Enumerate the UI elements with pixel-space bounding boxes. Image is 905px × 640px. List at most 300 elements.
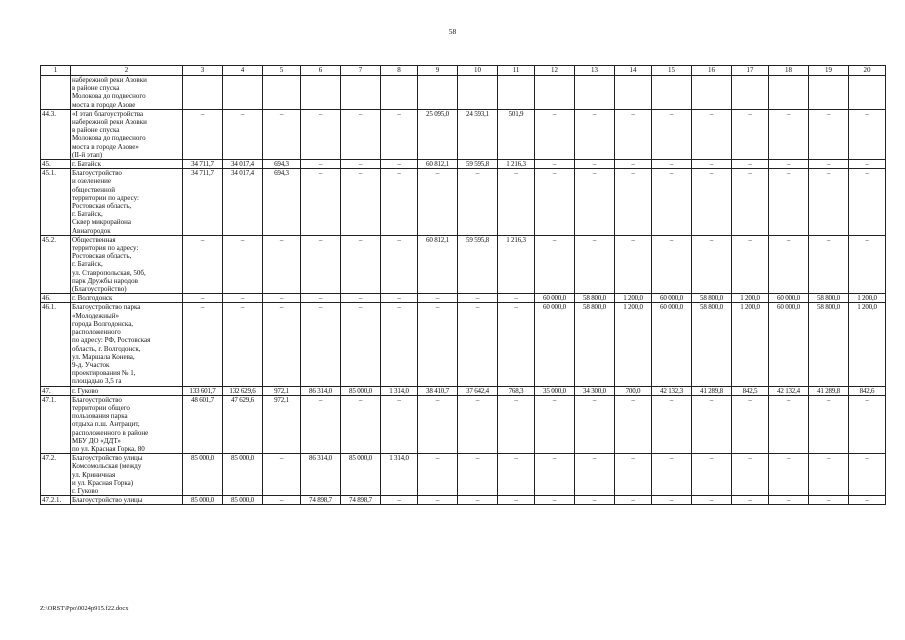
- row-name-line: территория по адресу:: [72, 244, 139, 253]
- value-cell: 86 314,0: [301, 454, 341, 496]
- value-cell: –: [769, 109, 809, 159]
- value-cell: –: [809, 454, 849, 496]
- table-row: [41, 109, 886, 159]
- row-name-line: в районе спуска: [72, 126, 120, 135]
- value-cell: –: [458, 395, 498, 453]
- value-cell: –: [223, 109, 263, 159]
- value-cell: –: [381, 169, 418, 236]
- column-header: 2: [71, 66, 183, 76]
- value-cell: –: [263, 294, 301, 303]
- value-cell: 1 200,0: [849, 294, 886, 303]
- row-name: [71, 386, 183, 395]
- row-name-line: ул. Ставропольская, 50б,: [72, 268, 146, 277]
- budget-table: [40, 65, 886, 505]
- row-name-line: Благоустройство улицы: [72, 454, 143, 463]
- value-cell: –: [652, 160, 692, 169]
- table-header: [41, 66, 886, 76]
- value-cell: –: [652, 235, 692, 293]
- value-cell: 85 000,0: [183, 496, 223, 505]
- value-cell: –: [652, 454, 692, 496]
- value-cell: –: [769, 395, 809, 453]
- value-cell: 42 132,3: [652, 386, 692, 395]
- value-cell: –: [381, 496, 418, 505]
- row-number: 47.2.1.: [41, 496, 71, 505]
- value-cell: 1 216,3: [498, 160, 535, 169]
- value-cell: 972,1: [263, 395, 301, 453]
- value-cell: –: [575, 109, 615, 159]
- value-cell: –: [809, 496, 849, 505]
- table-row: [41, 386, 886, 395]
- row-name-line: г. Гуково: [72, 386, 99, 395]
- value-cell: –: [381, 303, 418, 386]
- column-header: 11: [498, 66, 535, 76]
- row-number: 45.2.: [41, 235, 71, 293]
- value-cell: [381, 76, 418, 110]
- column-header: 4: [223, 66, 263, 76]
- value-cell: 34 711,7: [183, 169, 223, 236]
- row-name: [71, 169, 183, 236]
- value-cell: 34 017,4: [223, 169, 263, 236]
- value-cell: –: [809, 395, 849, 453]
- row-name-line: Ростовская область,: [72, 202, 132, 211]
- row-name-line: Благоустройство парка: [72, 303, 141, 312]
- row-name-line: (Благоустройство): [72, 285, 127, 294]
- value-cell: –: [498, 294, 535, 303]
- value-cell: 37 642,4: [458, 386, 498, 395]
- value-cell: 58 800,0: [809, 294, 849, 303]
- value-cell: –: [575, 496, 615, 505]
- value-cell: 58 800,0: [692, 294, 732, 303]
- row-name-line: моста в городе Азове»: [72, 142, 139, 151]
- value-cell: –: [692, 109, 732, 159]
- value-cell: –: [418, 303, 458, 386]
- value-cell: –: [769, 169, 809, 236]
- value-cell: –: [381, 395, 418, 453]
- value-cell: 42 132,4: [769, 386, 809, 395]
- value-cell: –: [263, 303, 301, 386]
- column-header: 6: [301, 66, 341, 76]
- value-cell: –: [769, 235, 809, 293]
- file-path: Z:\ORST\Ppo\0024p915.f22.docx: [40, 605, 129, 612]
- row-name: [71, 454, 183, 496]
- value-cell: 1 200,0: [615, 294, 652, 303]
- value-cell: –: [418, 294, 458, 303]
- table-row: [41, 395, 886, 453]
- value-cell: –: [809, 109, 849, 159]
- table-row: [41, 169, 886, 236]
- row-name: [71, 303, 183, 386]
- value-cell: –: [692, 496, 732, 505]
- value-cell: –: [535, 395, 575, 453]
- value-cell: –: [849, 454, 886, 496]
- value-cell: –: [652, 169, 692, 236]
- value-cell: –: [418, 496, 458, 505]
- value-cell: –: [732, 160, 769, 169]
- value-cell: 60 000,0: [652, 294, 692, 303]
- value-cell: –: [732, 454, 769, 496]
- row-name-line: «Молодежный»: [72, 311, 119, 320]
- value-cell: –: [692, 160, 732, 169]
- row-name-line: «I этап благоустройства: [72, 109, 144, 118]
- row-name-line: г. Батайск,: [72, 260, 103, 269]
- value-cell: –: [418, 395, 458, 453]
- table-row: [41, 454, 886, 496]
- value-cell: 41 289,8: [692, 386, 732, 395]
- header-row: [41, 66, 886, 76]
- table-row: [41, 496, 886, 505]
- row-name-line: Благоустройство улицы: [72, 496, 143, 505]
- value-cell: 86 314,0: [301, 386, 341, 395]
- value-cell: –: [849, 109, 886, 159]
- value-cell: –: [341, 109, 381, 159]
- value-cell: –: [692, 395, 732, 453]
- value-cell: [692, 76, 732, 110]
- row-name-line: Ростовская область,: [72, 252, 132, 261]
- value-cell: 35 000,0: [535, 386, 575, 395]
- row-number: 46.1.: [41, 303, 71, 386]
- column-header: 17: [732, 66, 769, 76]
- table-row: [41, 235, 886, 293]
- value-cell: 85 000,0: [183, 454, 223, 496]
- row-number: [41, 76, 71, 110]
- value-cell: 74 898,7: [341, 496, 381, 505]
- value-cell: 85 000,0: [341, 454, 381, 496]
- row-number: 47.2.: [41, 454, 71, 496]
- value-cell: –: [183, 303, 223, 386]
- row-name-line: площадью 3,5 га: [72, 377, 122, 386]
- value-cell: 60 000,0: [769, 294, 809, 303]
- table-body: [41, 76, 886, 505]
- value-cell: –: [849, 160, 886, 169]
- value-cell: –: [652, 395, 692, 453]
- row-name-line: Благоустройство: [72, 169, 122, 178]
- value-cell: –: [849, 235, 886, 293]
- row-name-line: г. Батайск,: [72, 210, 103, 219]
- row-name-line: общественной: [72, 185, 116, 194]
- value-cell: –: [458, 496, 498, 505]
- row-name-line: ул. Криничная: [72, 470, 116, 479]
- value-cell: 1 216,3: [498, 235, 535, 293]
- value-cell: –: [458, 294, 498, 303]
- value-cell: –: [341, 169, 381, 236]
- value-cell: [849, 76, 886, 110]
- value-cell: –: [615, 160, 652, 169]
- value-cell: –: [263, 454, 301, 496]
- row-name-line: МБУ ДО «ДДТ»: [72, 436, 121, 445]
- value-cell: –: [849, 496, 886, 505]
- value-cell: –: [418, 169, 458, 236]
- value-cell: 85 000,0: [223, 496, 263, 505]
- row-name: [71, 109, 183, 159]
- value-cell: –: [809, 235, 849, 293]
- value-cell: [498, 76, 535, 110]
- value-cell: –: [341, 294, 381, 303]
- row-name-line: (II-й этап): [72, 150, 103, 159]
- value-cell: –: [498, 169, 535, 236]
- row-name-line: по адресу: РФ, Ростовская: [72, 336, 151, 345]
- value-cell: –: [575, 160, 615, 169]
- column-header: 19: [809, 66, 849, 76]
- value-cell: –: [263, 496, 301, 505]
- value-cell: –: [223, 235, 263, 293]
- value-cell: 38 410,7: [418, 386, 458, 395]
- value-cell: –: [498, 496, 535, 505]
- value-cell: 60 812,1: [418, 160, 458, 169]
- value-cell: 700,0: [615, 386, 652, 395]
- value-cell: 501,9: [498, 109, 535, 159]
- value-cell: –: [849, 169, 886, 236]
- value-cell: –: [341, 160, 381, 169]
- value-cell: 1 200,0: [849, 303, 886, 386]
- value-cell: 58 800,0: [575, 303, 615, 386]
- value-cell: 1 200,0: [732, 294, 769, 303]
- value-cell: –: [341, 303, 381, 386]
- value-cell: [458, 76, 498, 110]
- value-cell: 58 800,0: [692, 303, 732, 386]
- value-cell: –: [615, 235, 652, 293]
- row-number: 46.: [41, 294, 71, 303]
- value-cell: –: [498, 303, 535, 386]
- value-cell: [769, 76, 809, 110]
- value-cell: –: [769, 160, 809, 169]
- value-cell: 1 200,0: [732, 303, 769, 386]
- value-cell: 85 000,0: [223, 454, 263, 496]
- row-name-line: Авиагородок: [72, 226, 111, 235]
- row-name: [71, 235, 183, 293]
- row-number: 44.3.: [41, 109, 71, 159]
- value-cell: 60 000,0: [769, 303, 809, 386]
- value-cell: 48 601,7: [183, 395, 223, 453]
- column-header: 1: [41, 66, 71, 76]
- row-name-line: моста в городе Азове: [72, 100, 136, 109]
- value-cell: [341, 76, 381, 110]
- row-name-line: набережной реки Азовки: [72, 76, 147, 84]
- value-cell: 34 017,4: [223, 160, 263, 169]
- value-cell: 842,5: [732, 386, 769, 395]
- row-name: [71, 294, 183, 303]
- value-cell: 1 314,0: [381, 386, 418, 395]
- value-cell: [615, 76, 652, 110]
- value-cell: –: [692, 235, 732, 293]
- value-cell: 60 000,0: [535, 303, 575, 386]
- row-name-line: 9-д. Участок: [72, 360, 110, 369]
- row-name-line: и ул. Красная Горка): [72, 478, 134, 487]
- row-name-line: территории по адресу:: [72, 193, 139, 202]
- value-cell: –: [301, 395, 341, 453]
- value-cell: 59 595,8: [458, 160, 498, 169]
- row-name-line: г. Гуково: [72, 486, 99, 495]
- value-cell: 694,3: [263, 169, 301, 236]
- value-cell: –: [418, 454, 458, 496]
- value-cell: 34 711,7: [183, 160, 223, 169]
- value-cell: 24 593,1: [458, 109, 498, 159]
- value-cell: 85 000,0: [341, 386, 381, 395]
- column-header: 7: [341, 66, 381, 76]
- row-number: 45.: [41, 160, 71, 169]
- value-cell: –: [341, 235, 381, 293]
- value-cell: –: [849, 395, 886, 453]
- value-cell: –: [652, 109, 692, 159]
- value-cell: 60 000,0: [652, 303, 692, 386]
- value-cell: –: [535, 496, 575, 505]
- value-cell: –: [301, 303, 341, 386]
- value-cell: [183, 76, 223, 110]
- value-cell: –: [732, 395, 769, 453]
- value-cell: –: [301, 294, 341, 303]
- value-cell: –: [183, 294, 223, 303]
- value-cell: –: [615, 169, 652, 236]
- value-cell: 41 289,8: [809, 386, 849, 395]
- value-cell: –: [809, 160, 849, 169]
- value-cell: –: [575, 235, 615, 293]
- column-header: 9: [418, 66, 458, 76]
- value-cell: [732, 76, 769, 110]
- row-name-line: Благоустройство: [72, 395, 122, 404]
- value-cell: –: [498, 454, 535, 496]
- row-name-line: Общественная: [72, 235, 116, 244]
- value-cell: –: [381, 109, 418, 159]
- value-cell: –: [458, 454, 498, 496]
- row-name-line: отдыха п.ш. Антрацит,: [72, 420, 140, 429]
- value-cell: –: [615, 395, 652, 453]
- value-cell: 60 000,0: [535, 294, 575, 303]
- value-cell: –: [263, 235, 301, 293]
- value-cell: –: [381, 160, 418, 169]
- row-name: [71, 395, 183, 453]
- value-cell: 972,1: [263, 386, 301, 395]
- value-cell: –: [575, 395, 615, 453]
- value-cell: [418, 76, 458, 110]
- row-name-line: Комсомольская (между: [72, 462, 142, 471]
- column-header: 8: [381, 66, 418, 76]
- value-cell: –: [301, 160, 341, 169]
- value-cell: –: [301, 235, 341, 293]
- row-name-line: и озеленение: [72, 177, 111, 186]
- value-cell: –: [615, 496, 652, 505]
- column-header: 3: [183, 66, 223, 76]
- value-cell: 58 800,0: [809, 303, 849, 386]
- row-number: 47.: [41, 386, 71, 395]
- value-cell: [535, 76, 575, 110]
- table-row: [41, 294, 886, 303]
- table-row: [41, 303, 886, 386]
- value-cell: –: [381, 235, 418, 293]
- value-cell: –: [769, 454, 809, 496]
- row-name-line: Молокова до подвесного: [72, 92, 146, 101]
- value-cell: –: [498, 395, 535, 453]
- value-cell: –: [535, 169, 575, 236]
- row-name-line: Сквер микрорайона: [72, 218, 131, 227]
- row-name: [71, 76, 183, 110]
- value-cell: [809, 76, 849, 110]
- value-cell: –: [692, 169, 732, 236]
- column-header: 10: [458, 66, 498, 76]
- column-header: 20: [849, 66, 886, 76]
- value-cell: [223, 76, 263, 110]
- value-cell: 133 601,7: [183, 386, 223, 395]
- page-number: 58: [448, 27, 457, 36]
- row-number: 45.1.: [41, 169, 71, 236]
- value-cell: –: [458, 303, 498, 386]
- value-cell: 74 898,7: [301, 496, 341, 505]
- row-number: 47.1.: [41, 395, 71, 453]
- value-cell: 1 314,0: [381, 454, 418, 496]
- row-name-line: парк Дружбы народов: [72, 276, 138, 285]
- row-name-line: пользования парка: [72, 412, 128, 421]
- row-name-line: г. Волгодонск: [72, 294, 113, 303]
- value-cell: –: [341, 395, 381, 453]
- row-name-line: территории общего: [72, 403, 130, 412]
- value-cell: –: [183, 235, 223, 293]
- row-name: [71, 160, 183, 169]
- table-row: [41, 160, 886, 169]
- column-header: 18: [769, 66, 809, 76]
- value-cell: –: [535, 109, 575, 159]
- value-cell: –: [732, 169, 769, 236]
- column-header: 16: [692, 66, 732, 76]
- row-name-line: область, г. Волгодонск,: [72, 344, 141, 353]
- value-cell: –: [263, 109, 301, 159]
- value-cell: –: [575, 454, 615, 496]
- row-name: [71, 496, 183, 505]
- value-cell: 47 629,6: [223, 395, 263, 453]
- column-header: 13: [575, 66, 615, 76]
- value-cell: –: [381, 294, 418, 303]
- row-name-line: Молокова до подвесного: [72, 134, 146, 143]
- value-cell: –: [692, 454, 732, 496]
- value-cell: –: [732, 235, 769, 293]
- row-name-line: расположенного в районе: [72, 428, 149, 437]
- value-cell: –: [769, 496, 809, 505]
- column-header: 14: [615, 66, 652, 76]
- value-cell: –: [615, 109, 652, 159]
- value-cell: 59 595,8: [458, 235, 498, 293]
- value-cell: –: [223, 294, 263, 303]
- row-name-line: по ул. Красная Горка, 80: [72, 444, 145, 453]
- value-cell: –: [732, 109, 769, 159]
- value-cell: –: [301, 169, 341, 236]
- value-cell: –: [301, 109, 341, 159]
- value-cell: –: [615, 454, 652, 496]
- column-header: 5: [263, 66, 301, 76]
- value-cell: 132 629,6: [223, 386, 263, 395]
- value-cell: –: [535, 454, 575, 496]
- value-cell: 34 300,0: [575, 386, 615, 395]
- value-cell: 60 812,1: [418, 235, 458, 293]
- column-header: 15: [652, 66, 692, 76]
- row-name-line: города Волгодонска,: [72, 319, 134, 328]
- row-name-line: ул. Маршала Конева,: [72, 352, 135, 361]
- value-cell: 842,6: [849, 386, 886, 395]
- value-cell: –: [535, 235, 575, 293]
- value-cell: –: [458, 169, 498, 236]
- value-cell: 768,3: [498, 386, 535, 395]
- value-cell: 58 800,0: [575, 294, 615, 303]
- row-name-line: расположенного: [72, 328, 121, 337]
- value-cell: [301, 76, 341, 110]
- value-cell: [652, 76, 692, 110]
- row-name-line: проектирования № 1,: [72, 369, 136, 378]
- value-cell: –: [535, 160, 575, 169]
- value-cell: –: [575, 169, 615, 236]
- value-cell: –: [809, 169, 849, 236]
- table-row: [41, 76, 886, 110]
- column-header: 12: [535, 66, 575, 76]
- row-name-line: в районе спуска: [72, 84, 120, 93]
- value-cell: [575, 76, 615, 110]
- value-cell: 694,3: [263, 160, 301, 169]
- value-cell: –: [183, 109, 223, 159]
